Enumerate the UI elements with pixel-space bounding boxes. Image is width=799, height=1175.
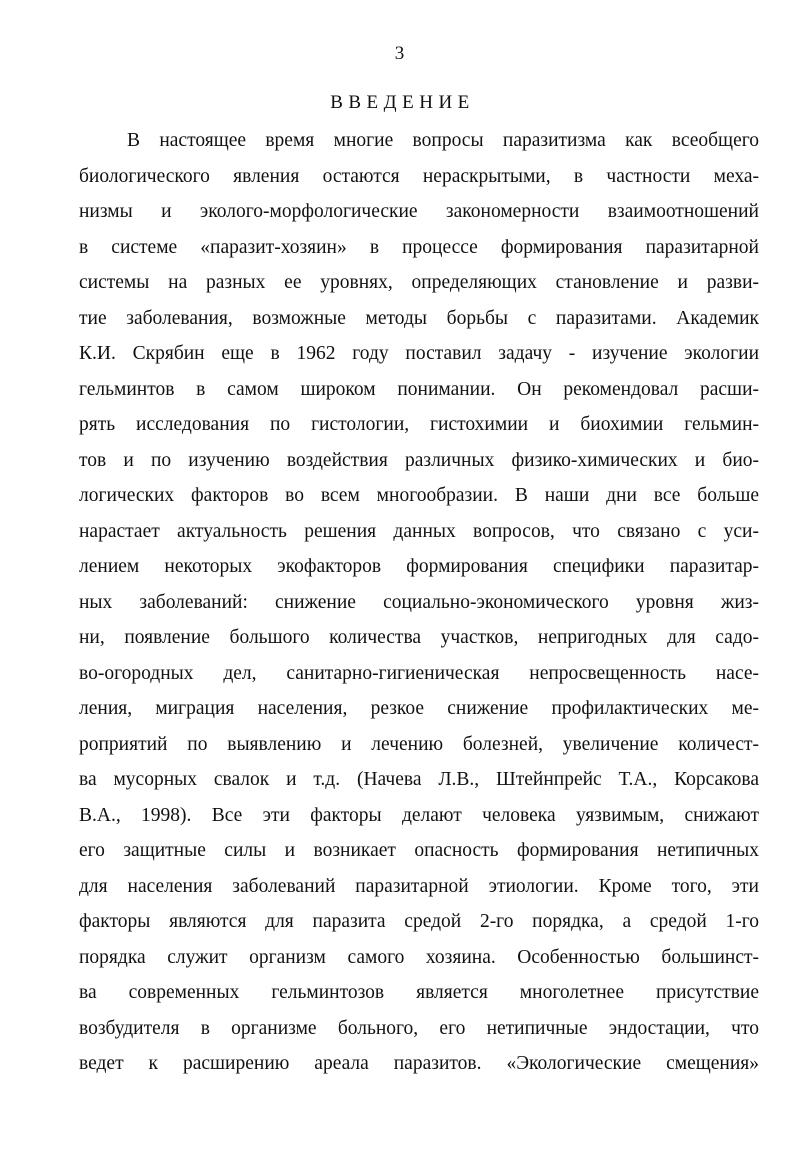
text-line: рять исследования по гистологии, гистохимии и биохимии гельмин- bbox=[79, 414, 759, 435]
text-line: ва современных гельминтозов является многолетнее присутствие bbox=[79, 982, 759, 1003]
text-line: факторы являются для паразита средой 2-го порядка, а средой 1-го bbox=[79, 911, 759, 932]
text-line: для населения заболеваний паразитарной этиологии. Кроме того, эти bbox=[79, 875, 759, 897]
text-line: тов и по изучению воздействия различных физико-химических и био- bbox=[79, 449, 759, 471]
text-line: в системе «паразит-хозяин» в процессе формирования паразитарной bbox=[79, 236, 759, 258]
text-line: ни, появление большого количества участков, непригодных для садо- bbox=[79, 627, 759, 648]
text-line: нарастает актуальность решения данных вопросов, что связано с уси- bbox=[79, 520, 759, 542]
section-title: ВВЕДЕНИЕ bbox=[330, 92, 475, 113]
text-line: системы на разных ее уровнях, определяющих становление и разви- bbox=[79, 272, 759, 293]
body-paragraph bbox=[79, 123, 759, 1082]
text-line: его защитные силы и возникает опасность формирования нетипичных bbox=[79, 840, 759, 861]
text-line: биологического явления остаются нераскрытыми, в частности меха- bbox=[79, 165, 759, 187]
text-line: гельминтов в самом широком понимании. Он рекомендовал расши- bbox=[79, 378, 759, 400]
text-line: ведет к расширению ареала паразитов. «Экологические смещения» bbox=[79, 1053, 759, 1074]
text-line: К.И. Скрябин еще в 1962 году поставил задачу - изучение экологии bbox=[79, 343, 759, 364]
text-line: ления, миграция населения, резкое снижение профилактических ме- bbox=[79, 698, 759, 719]
text-line: возбудителя в организме больного, его нетипичные эндостации, что bbox=[79, 1017, 759, 1039]
text-line: во-огородных дел, санитарно-гигиеническая непросвещенность насе- bbox=[79, 662, 759, 684]
text-line: В настоящее время многие вопросы паразитизма как всеобщего bbox=[127, 130, 759, 151]
text-line: порядка служит организм самого хозяина. Особенностью большинст- bbox=[79, 946, 759, 968]
text-line: ва мусорных свалок и т.д. (Начева Л.В., Штейнпрейс Т.А., Корсакова bbox=[79, 769, 759, 790]
text-line: логических факторов во всем многообразии. В наши дни все больше bbox=[79, 485, 759, 506]
text-line: В.А., 1998). Все эти факторы делают человека уязвимым, снижают bbox=[79, 804, 759, 826]
text-line: роприятий по выявлению и лечению болезней, увеличение количест- bbox=[79, 733, 759, 755]
text-line: лением некоторых экофакторов формирования специфики паразитар- bbox=[79, 556, 759, 577]
text-line: низмы и эколого-морфологические закономерности взаимоотношений bbox=[79, 201, 759, 222]
text-line: тие заболевания, возможные методы борьбы с паразитами. Академик bbox=[79, 307, 759, 329]
page-number: 3 bbox=[394, 43, 405, 64]
text-line: ных заболеваний: снижение социально-экономического уровня жиз- bbox=[79, 591, 759, 613]
